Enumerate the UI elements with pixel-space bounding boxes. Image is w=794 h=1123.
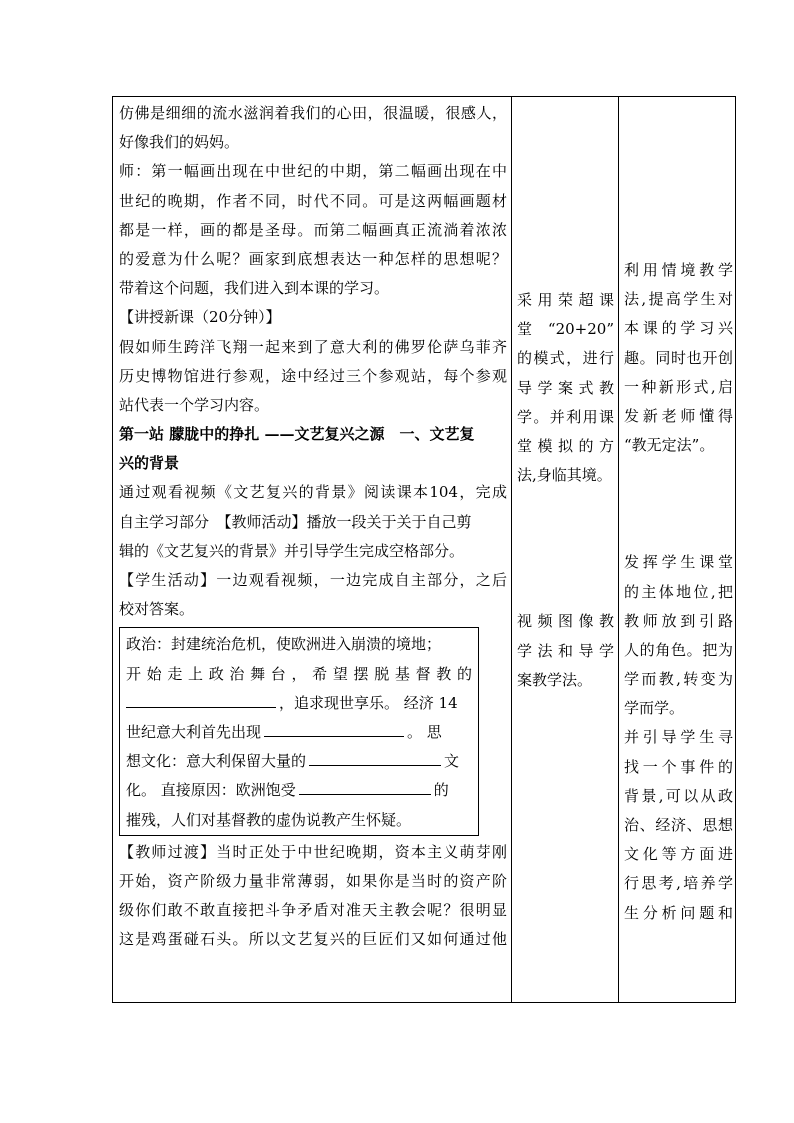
- intent-line: 背景,可以从政: [624, 786, 733, 805]
- method-line: 案教学法。: [517, 670, 593, 689]
- text-line: 站代表一个学习内容。: [119, 395, 270, 414]
- station-heading: 兴的背景: [119, 454, 180, 473]
- text-line: 这是鸡蛋碰石头。所以文艺复兴的巨匠们又如何通过他: [119, 930, 507, 949]
- design-intent-cell: [618, 97, 737, 1002]
- section-heading: 【讲授新课（20分钟）】: [119, 308, 281, 327]
- intent-line: 利用情境教学: [624, 261, 733, 279]
- text-line: 开始，资产阶级力量非常薄弱，如果你是当时的资产阶: [119, 871, 507, 890]
- intent-line: 治、经济、思想: [624, 816, 733, 834]
- text-line: 历史博物馆进行参观，途中经过三个参观站，每个参观: [119, 366, 507, 385]
- intent-line: 一种新形式,启: [624, 377, 733, 396]
- intent-line: 学而教,转变为: [624, 670, 733, 689]
- blank-line[interactable]: [264, 721, 404, 737]
- text-line: 自主学习部分 【教师活动】播放一段关于关于自己剪: [119, 512, 472, 531]
- intent-line: 行思考,培养学: [624, 874, 733, 893]
- box-line: 世纪意大利首先出现 。 思: [126, 722, 442, 741]
- method-line: 堂“20+20”: [517, 320, 614, 339]
- box-line: 政治：封建统治危机，使欧洲进入崩溃的境地；: [126, 635, 442, 654]
- box-line: 摧残，人们对基督教的虚伪说教产生怀疑。: [126, 810, 412, 829]
- intent-line: 生分析问题和: [624, 903, 733, 922]
- method-line: 堂模拟的方: [517, 436, 614, 455]
- intent-line: 教师放到引路: [624, 611, 733, 630]
- text-line: 仿佛是细细的流水滋润着我们的心田，很温暖，很感人，: [119, 104, 507, 122]
- lesson-plan-table: [112, 96, 736, 1003]
- text-line: 校对答案。: [119, 600, 195, 619]
- intent-line: 找一个事件的: [624, 757, 733, 776]
- text-line: 假如师生跨洋飞翔一起来到了意大利的佛罗伦萨乌菲齐: [119, 337, 507, 356]
- method-line: 学法和导学: [517, 641, 614, 660]
- teaching-process-cell: [113, 97, 511, 1002]
- station-heading: 第一站 朦胧中的挣扎 ——文艺复兴之源 一、文艺复: [119, 425, 475, 444]
- intent-line: 文化等方面进: [624, 845, 733, 864]
- method-line: 的模式，进行: [517, 349, 614, 368]
- intent-line: 法,提高学生对: [624, 290, 733, 309]
- intent-line: 并引导学生寻: [624, 728, 733, 747]
- method-line: 视频图像教: [517, 612, 614, 631]
- intent-line: 趣。同时也开创: [624, 348, 733, 367]
- box-line: 想文化：意大利保留大量的 文: [126, 752, 460, 771]
- text-line: 师：第一幅画出现在中世纪的中期，第二幅画出现在中: [119, 162, 507, 181]
- text-line: 的爱意为什么呢？画家到底想表达一种怎样的思想呢？: [119, 249, 507, 268]
- text-line: 都是一样，画的都是圣母。而第二幅画真正流淌着浓浓: [119, 220, 507, 239]
- intent-line: “教无定法”。: [624, 436, 715, 455]
- text-line: 世纪的晚期，作者不同，时代不同。可是这两幅画题材: [119, 191, 507, 210]
- text-line: 好像我们的妈妈。: [119, 133, 240, 152]
- method-line: 法,身临其境。: [517, 466, 612, 485]
- blank-line[interactable]: [309, 750, 441, 766]
- intent-line: 人的角色。把为: [624, 640, 733, 659]
- intent-line: 的主体地位,把: [624, 582, 733, 601]
- box-line: 开始走上政治舞台，希望摆脱基督教的: [126, 664, 472, 683]
- method-line: 学。并利用课: [517, 407, 614, 426]
- method-line: 导学案式教: [517, 378, 614, 397]
- text-line: 辑的《文艺复兴的背景》并引导学生完成空格部分。: [119, 541, 465, 560]
- intent-line: 学而学。: [624, 699, 685, 718]
- box-line: ，追求现世享乐。 经济 14: [126, 689, 472, 718]
- method-line: 采用荣超课: [517, 291, 614, 309]
- text-line: 【教师过渡】当时正处于中世纪晚期，资本主义萌芽刚: [119, 842, 507, 861]
- blank-line[interactable]: [126, 692, 276, 708]
- blank-line[interactable]: [299, 779, 431, 795]
- intent-line: 发挥学生课堂: [624, 553, 733, 572]
- box-line: 化。 直接原因：欧洲饱受 的: [126, 781, 449, 800]
- text-line: 带着这个问题，我们进入到本课的学习。: [119, 279, 390, 298]
- intent-line: 本课的学习兴: [624, 319, 733, 338]
- text-line: 级你们敢不敢直接把斗争矛盾对准天主教会呢？很明显: [119, 901, 507, 920]
- text-line: 【学生活动】一边观看视频，一边完成自主部分，之后: [119, 571, 507, 589]
- fill-in-blank-box: [119, 627, 479, 835]
- intent-line: 发新老师懂得: [624, 406, 733, 425]
- text-line: 通过观看视频《文艺复兴的背景》阅读课本104，完成: [119, 483, 507, 502]
- teaching-method-cell: [511, 97, 618, 1002]
